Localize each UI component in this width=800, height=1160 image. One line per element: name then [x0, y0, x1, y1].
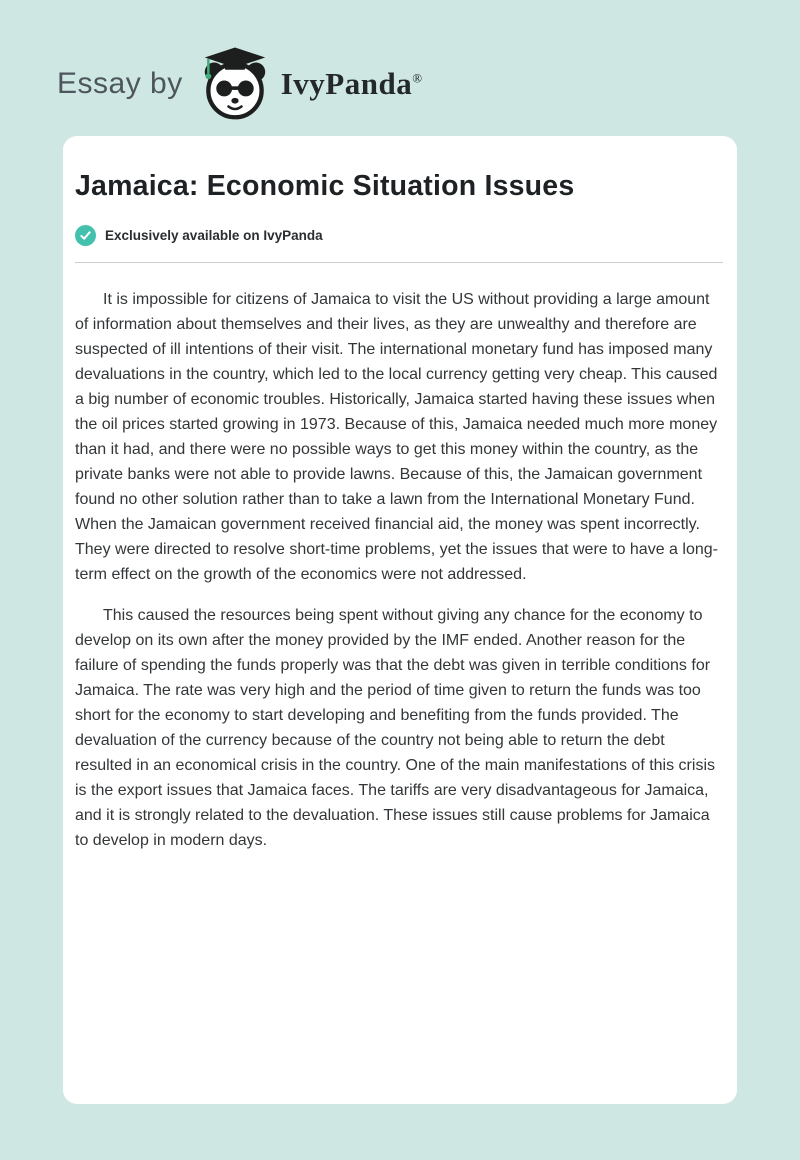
ivypanda-panda-logo-icon	[199, 46, 271, 122]
brand-name	[281, 66, 423, 102]
check-icon	[75, 225, 96, 246]
registered-trademark-symbol: ®	[412, 70, 423, 86]
availability-row	[75, 225, 723, 246]
page-header	[0, 0, 800, 130]
availability-note: Exclusively available on IvyPanda	[105, 228, 323, 243]
page-title: Jamaica: Economic Situation Issues	[75, 170, 575, 202]
essay-paragraph-1: It is impossible for citizens of Jamaica to visit the US without providing a large amount of information about themselves and their lives, as they are unwealthy and therefore are suspected of ill intentions of their visit. The international monetary fund has imposed many devaluations in the country, which led to the local currency getting very cheap. This caused a big number of economic troubles. Historically, Jamaica started having these issues when the oil prices started growing in 1973. Because of this, Jamaica needed much more money than it had, and there were no possible ways to get this money within the country, as the private banks were not able to provide lawns. Because of this, the Jamaican government found no other solution rather than to take a lawn from the International Monetary Fund. When the Jamaican government received financial aid, the money was spent incorrectly. They were directed to resolve short-time problems, yet the issues that were to have a long-term effect on the growth of the economics were not addressed.	[75, 291, 718, 583]
brand-name-text: IvyPanda	[280, 66, 413, 101]
essay-card	[63, 136, 737, 1104]
essay-body	[75, 287, 723, 853]
essay-paragraph-2: This caused the resources being spent without giving any chance for the economy to develop on its own after the money provided by the IMF ended. Another reason for the failure of spending the funds properly was that the debt was given in terrible conditions for Jamaica. The rate was very high and the period of time given to return the funds was too short for the economy to start developing and benefiting from the funds provided. The devaluation of the currency because of the country not being able to return the debt resulted in an economical crisis in the country. One of the main manifestations of this crisis is the export issues that Jamaica faces. The tariffs are very disadvantageous for Jamaica, and it is strongly related to the devaluation. These issues still cause problems for Jamaica to develop in modern days.	[75, 607, 715, 849]
essay-by-label: Essay by	[57, 67, 183, 100]
divider	[75, 262, 723, 263]
